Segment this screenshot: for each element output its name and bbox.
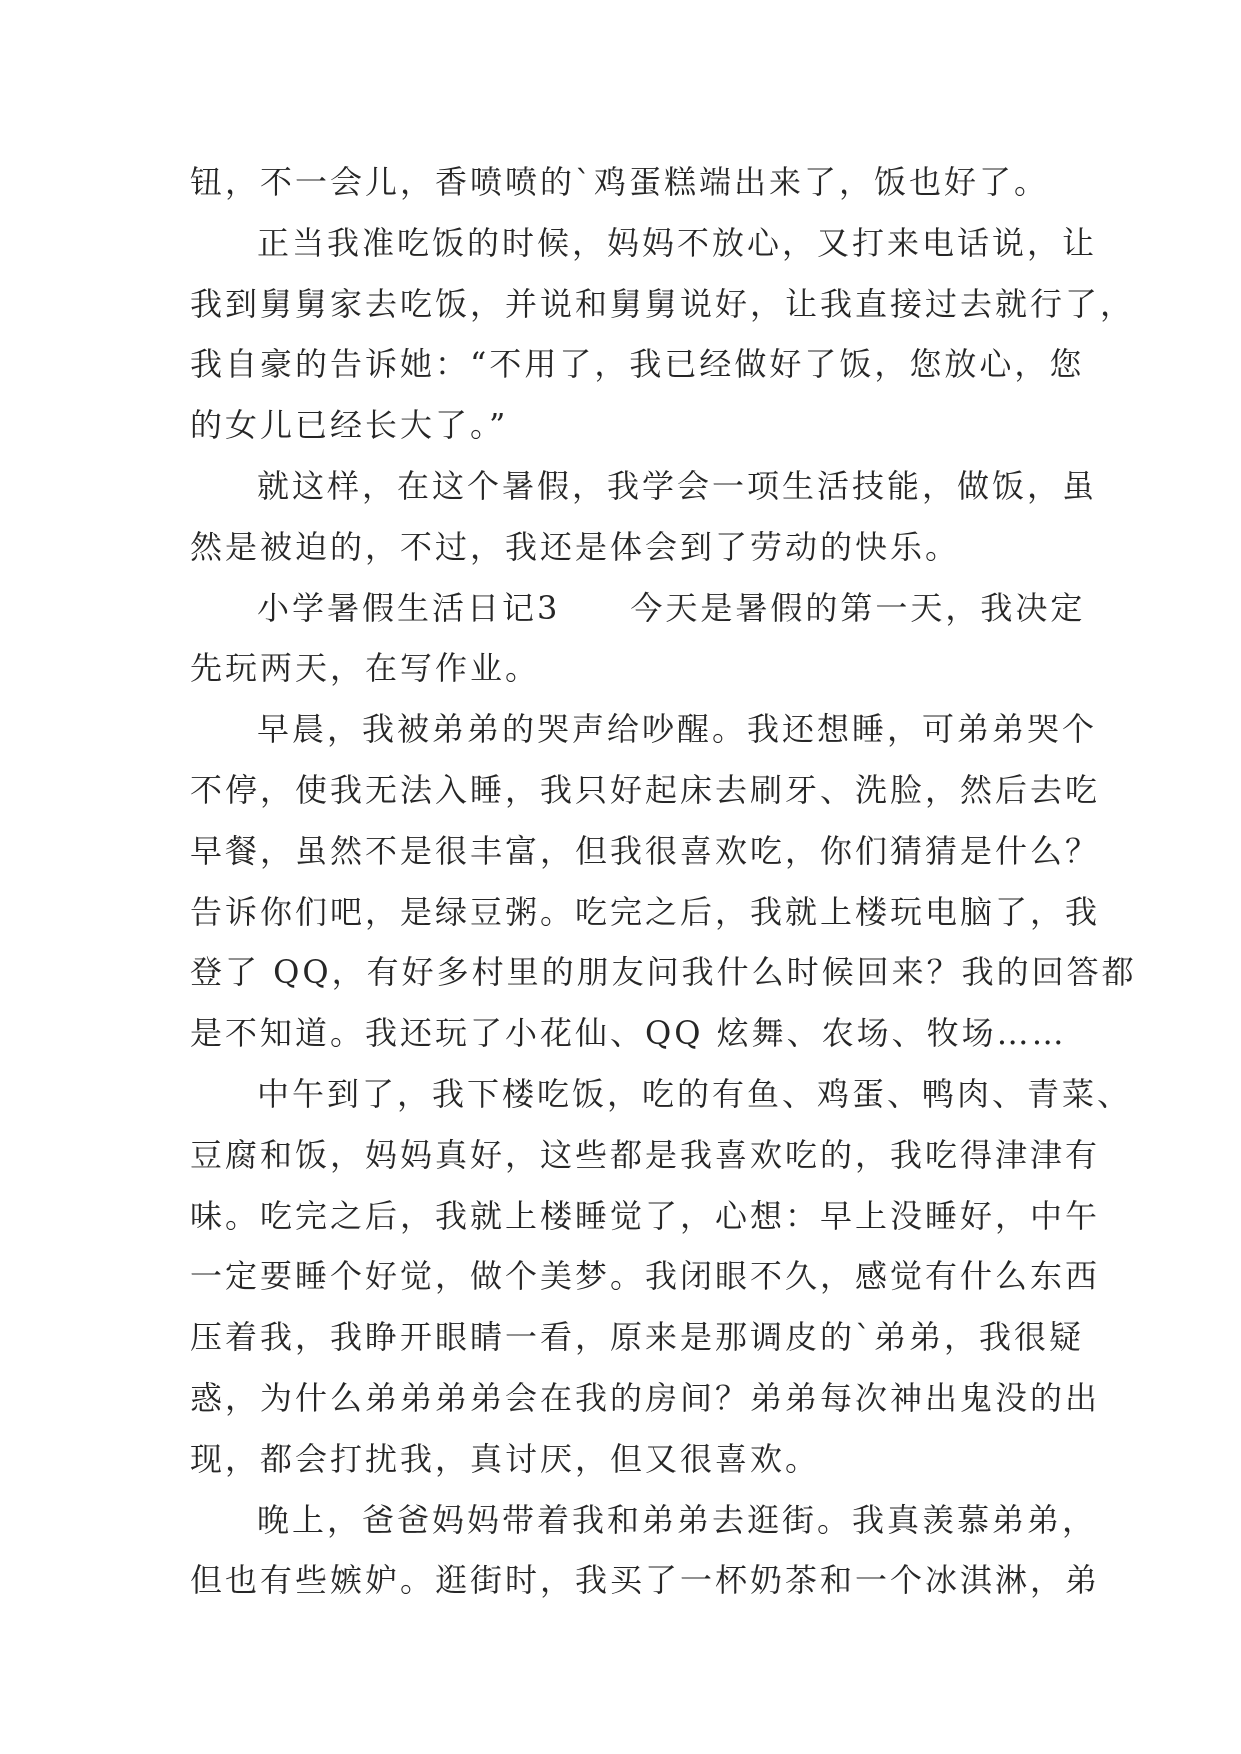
paragraph-start-line: 正当我准吃饭的时候，妈妈不放心，又打来电话说，让 <box>257 223 1098 262</box>
paragraph-start-line: 早晨，我被弟弟的哭声给吵醒。我还想睡，可弟弟哭个 <box>257 710 1098 749</box>
text-line: 告诉你们吧，是绿豆粥。吃完之后，我就上楼玩电脑了，我 <box>190 892 1101 931</box>
text-line: 然是被迫的，不过，我还是体会到了劳动的快乐。 <box>190 527 961 566</box>
text-line: 的女儿已经长大了。” <box>190 406 509 445</box>
text-line: 是不知道。我还玩了小花仙、QQ 炫舞、农场、牧场…… <box>190 1014 1067 1053</box>
text-line: 我自豪的告诉她：“不用了，我已经做好了饭，您放心，您 <box>190 345 1085 384</box>
text-line: 不停，使我无法入睡，我只好起床去刷牙、洗脸，然后去吃 <box>190 770 1101 809</box>
paragraph-start-line: 中午到了，我下楼吃饭，吃的有鱼、鸡蛋、鸭肉、青菜、 <box>257 1074 1133 1113</box>
text-line: 早餐，虽然不是很丰富，但我很喜欢吃，你们猜猜是什么？ <box>190 831 1101 870</box>
text-line: 先玩两天，在写作业。 <box>190 649 541 688</box>
diary-text <box>190 152 1137 1611</box>
diary-heading-line: 小学暑假生活日记3 今天是暑假的第一天，我决定 <box>257 588 1086 627</box>
paragraph-start-line: 就这样，在这个暑假，我学会一项生活技能，做饭，虽 <box>257 466 1098 505</box>
text-line: 一定要睡个好觉，做个美梦。我闭眼不久，感觉有什么东西 <box>190 1257 1101 1296</box>
text-line: 我到舅舅家去吃饭，并说和舅舅说好，让我直接过去就行了， <box>190 284 1136 323</box>
paragraph-start-line: 晚上，爸爸妈妈带着我和弟弟去逛街。我真羡慕弟弟， <box>257 1500 1098 1539</box>
text-line: 钮，不一会儿，香喷喷的`鸡蛋糕端出来了，饭也好了。 <box>190 163 1050 201</box>
text-line: 豆腐和饭，妈妈真好，这些都是我喜欢吃的，我吃得津津有 <box>190 1135 1101 1174</box>
text-line: 但也有些嫉妒。逛街时，我买了一杯奶茶和一个冰淇淋，弟 <box>190 1561 1101 1600</box>
text-line: 惑，为什么弟弟弟弟会在我的房间？弟弟每次神出鬼没的出 <box>190 1378 1101 1417</box>
text-line: 压着我，我睁开眼睛一看，原来是那调皮的`弟弟，我很疑 <box>190 1318 1085 1357</box>
text-line: 现，都会打扰我，真讨厌，但又很喜欢。 <box>190 1439 821 1478</box>
text-line: 味。吃完之后，我就上楼睡觉了，心想：早上没睡好，中午 <box>190 1196 1101 1235</box>
text-line: 登了 QQ，有好多村里的朋友问我什么时候回来？我的回答都 <box>190 953 1137 992</box>
